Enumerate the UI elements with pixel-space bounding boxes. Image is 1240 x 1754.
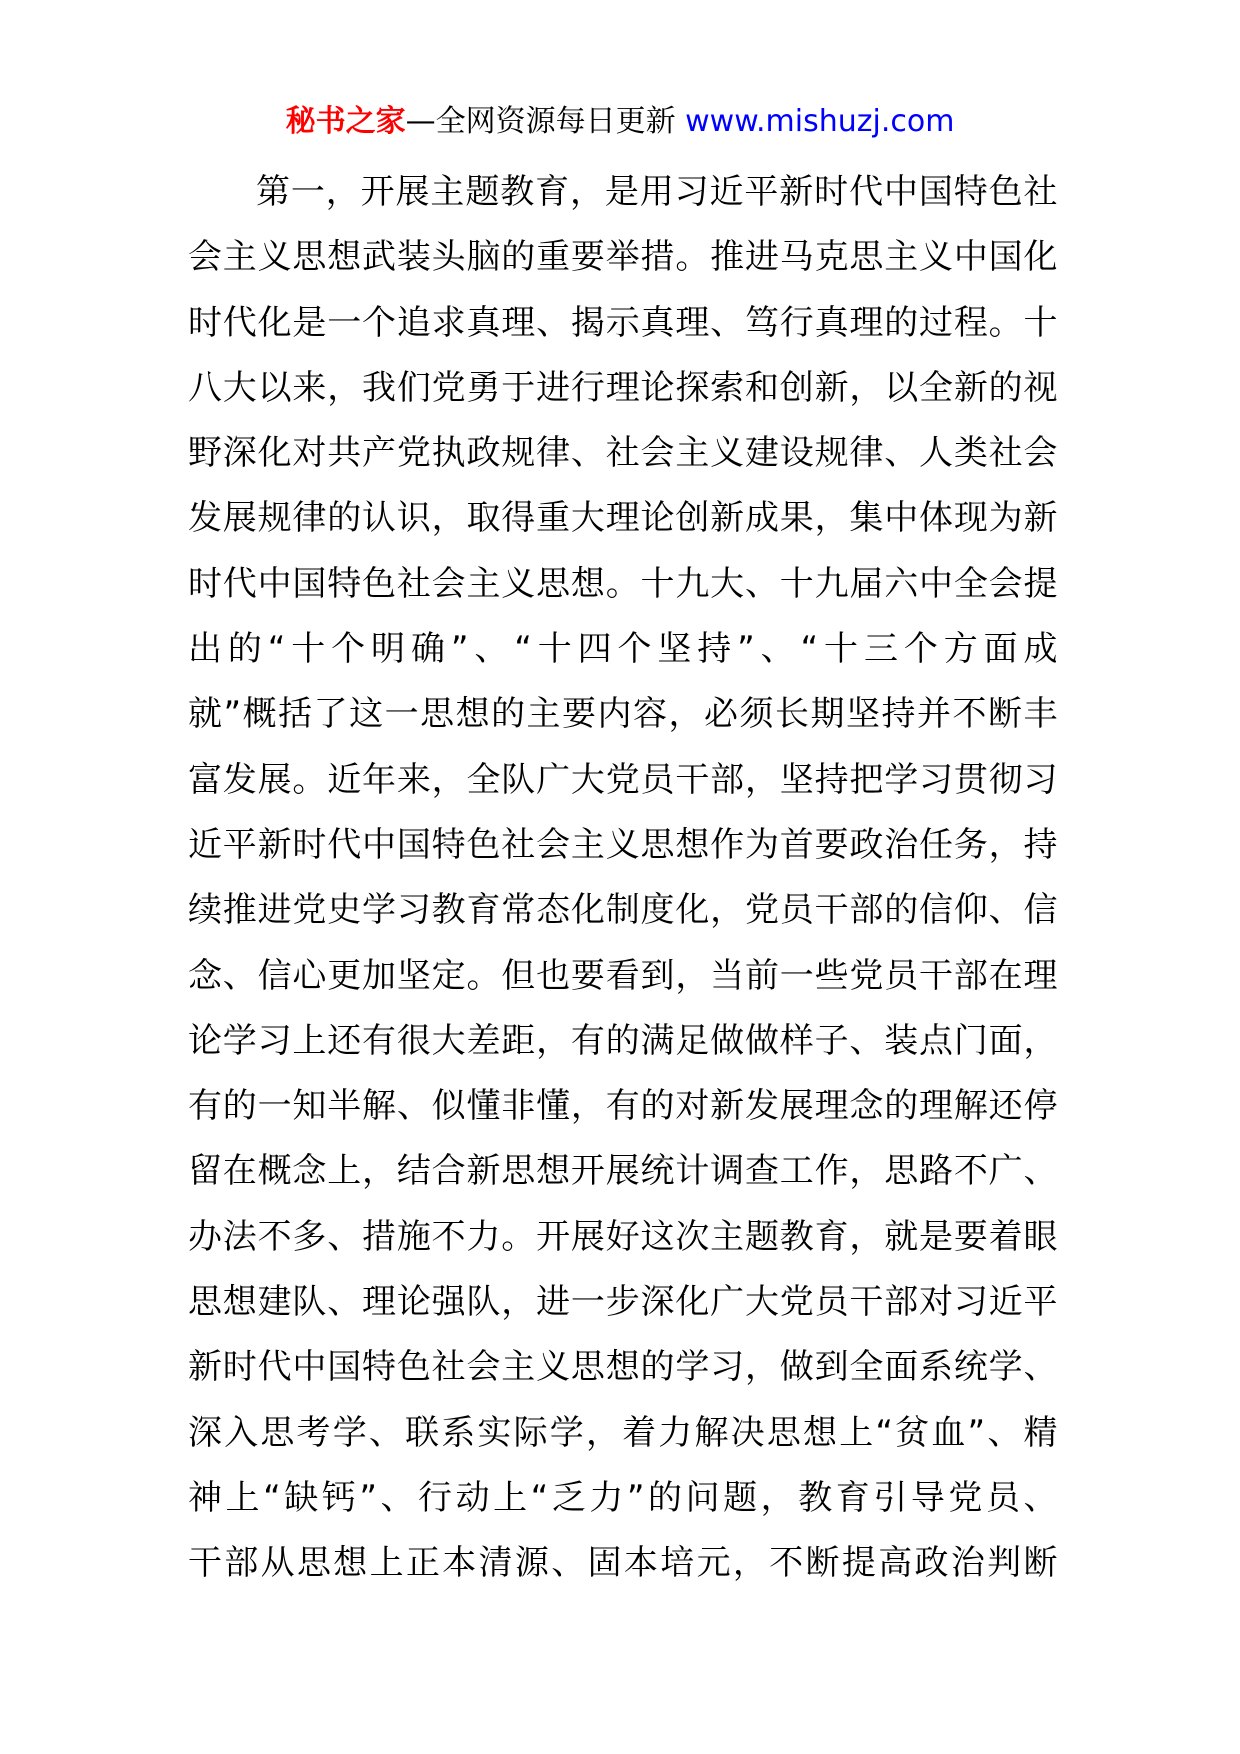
paragraph-line: 会主义思想武装头脑的重要举措。推进马克思主义中国化 (188, 237, 1058, 278)
paragraph-line: 第一，开展主题教育，是用习近平新时代中国特色社 (256, 172, 1058, 212)
paragraph-line: 干部从思想上正本清源、固本培元，不断提高政治判断 (188, 1543, 1058, 1584)
paragraph-line: 办法不多、措施不力。开展好这次主题教育，就是要着眼 (188, 1216, 1058, 1257)
paragraph-line: 近平新时代中国特色社会主义思想作为首要政治任务，持 (188, 824, 1058, 865)
paragraph-line: 有的一知半解、似懂非懂，有的对新发展理念的理解还停 (188, 1086, 1058, 1127)
brand-name: 秘书之家 (285, 104, 406, 139)
paragraph-line: 续推进党史学习教育常态化制度化，党员干部的信仰、信 (188, 890, 1058, 931)
body-paragraph (188, 160, 1058, 1597)
paragraph-line: 出的“十个明确”、“十四个坚持”、“十三个方面成 (188, 629, 1058, 670)
paragraph-line: 发展规律的认识，取得重大理论创新成果，集中体现为新 (188, 498, 1058, 539)
paragraph-line: 时代化是一个追求真理、揭示真理、笃行真理的过程。十 (188, 302, 1058, 343)
page-header (0, 100, 1240, 144)
website-link[interactable]: www.mishuzj.com (685, 104, 955, 139)
paragraph-line: 时代中国特色社会主义思想。十九大、十九届六中全会提 (188, 563, 1058, 604)
paragraph-line: 富发展。近年来，全队广大党员干部，坚持把学习贯彻习 (188, 759, 1058, 800)
paragraph-line: 深入思考学、联系实际学，着力解决思想上“贫血”、精 (188, 1412, 1058, 1453)
header-tagline: —全网资源每日更新 (405, 104, 676, 139)
paragraph-line: 八大以来，我们党勇于进行理论探索和创新，以全新的视 (188, 367, 1058, 408)
paragraph-line: 新时代中国特色社会主义思想的学习，做到全面系统学、 (188, 1347, 1058, 1388)
paragraph-line: 念、信心更加坚定。但也要看到，当前一些党员干部在理 (188, 955, 1058, 996)
paragraph-line: 神上“缺钙”、行动上“乏力”的问题，教育引导党员、 (188, 1477, 1058, 1518)
paragraph-line: 论学习上还有很大差距，有的满足做做样子、装点门面， (188, 1020, 1058, 1061)
paragraph-line: 留在概念上，结合新思想开展统计调查工作，思路不广、 (188, 1151, 1058, 1192)
paragraph-line: 野深化对共产党执政规律、社会主义建设规律、人类社会 (188, 433, 1058, 474)
paragraph-line: 思想建队、理论强队，进一步深化广大党员干部对习近平 (188, 1282, 1058, 1323)
paragraph-line: 就”概括了这一思想的主要内容，必须长期坚持并不断丰 (188, 694, 1058, 735)
